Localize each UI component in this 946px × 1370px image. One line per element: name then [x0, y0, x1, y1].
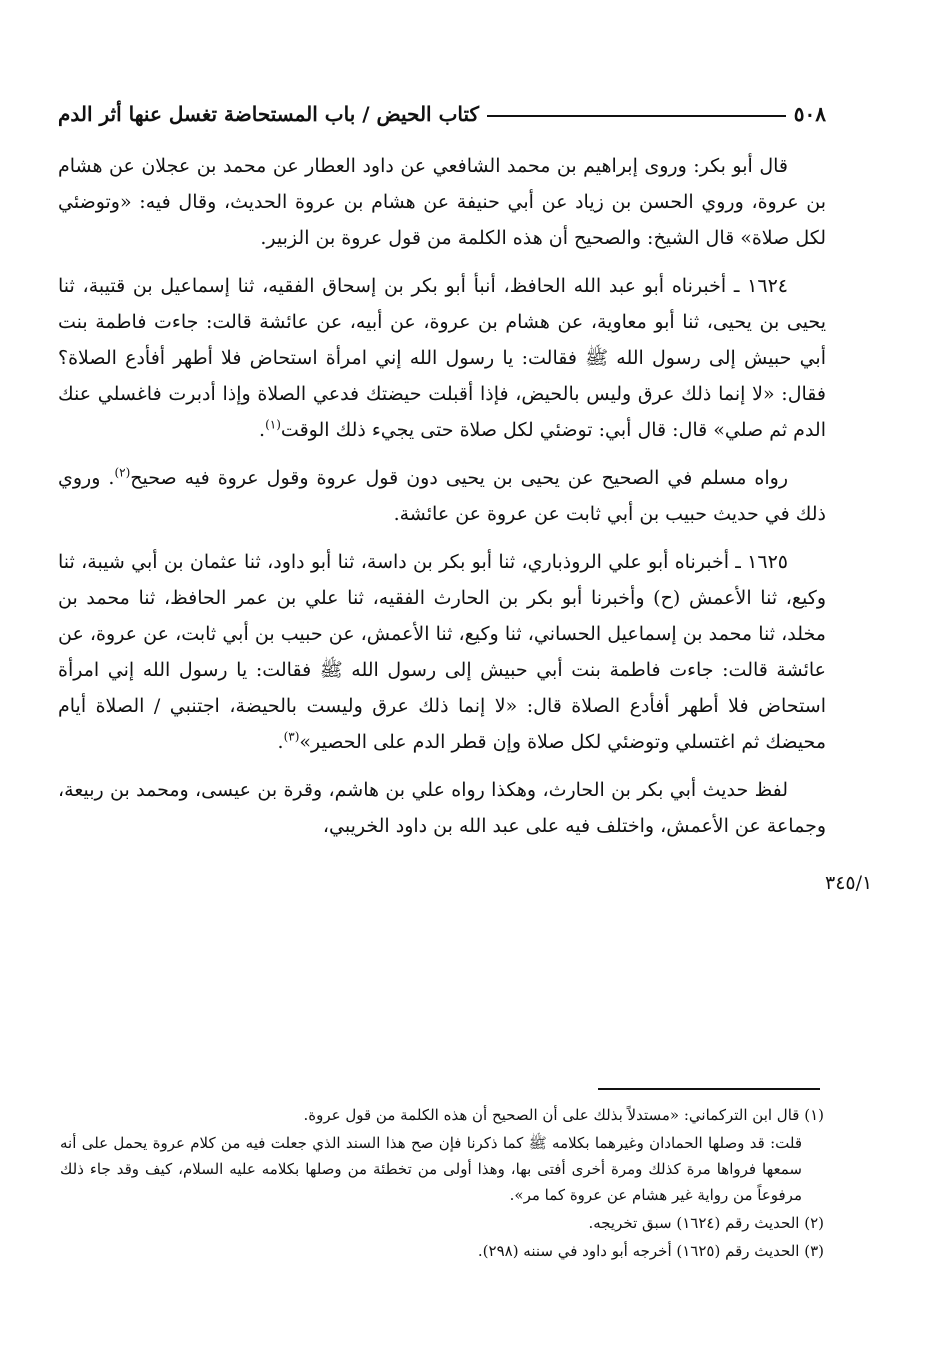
paragraph — [58, 148, 826, 256]
footnotes — [60, 1102, 824, 1266]
paragraph-text: لفظ حديث أبي بكر بن الحارث، وهكذا رواه علي بن هاشم، وقرة بن عيسى، ومحمد بن ربيعة، وجماعة عن الأعمش، واختلف فيه على عبد الله بن داود الخريبي، — [58, 779, 826, 837]
footnote-separator — [598, 1088, 820, 1090]
paragraph-text-after: . — [277, 731, 284, 753]
hadith-1624: ١٦٢٤ ـ أخبرناه أبو عبد الله الحافظ، أنبأ أبو بكر بن إسحاق الفقيه، ثنا إسماعيل بن قتيبة، ثنا يحيى بن يحيى، ثنا أبو معاوية، عن هشام بن عروة، عن أبيه، عن عائشة قالت: جاءت فاطمة بنت أبي حبيش إلى رسول الله ﷺ فقالت: يا رسول الله إني امرأة استحاض فلا أطهر أفأدع الصلاة؟ فقال: «لا إنما ذلك عرق وليس بالحيض، فإذا أقبلت حيضتك فدعي الصلاة وإذا أدبرت فاغسلي عنك الدم ثم صلي» قال: قال أبي: توضئي لكل صلاة حتى يجيء ذلك الوقت$^{(١)}$. — [58, 275, 826, 441]
paragraph-text: ١٦٢٤ ـ أخبرناه أبو عبد الله الحافظ، أنبأ أبو بكر بن إسحاق الفقيه، ثنا إسماعيل بن قتيبة، ثنا يحيى بن يحيى، ثنا أبو معاوية، عن هشام بن عروة، عن أبيه، عن عائشة قالت: جاءت فاطمة بنت أبي حبيش إلى رسول الله ﷺ فقالت: يا رسول الله إني امرأة استحاض فلا أطهر أفأدع الصلاة؟ فقال: «لا إنما ذلك عرق وليس بالحيض، فإذا أقبلت حيضتك فدعي الصلاة وإذا أدبرت فاغسلي عنك الدم ثم صلي» قال: قال أبي: توضئي لكل صلاة حتى يجيء ذلك الوقت — [58, 275, 826, 441]
paragraph-text: رواه مسلم في الصحيح عن يحيى بن يحيى دون قول عروة وقول عروة فيه صحيح — [130, 467, 788, 489]
hadith-1625 — [58, 544, 826, 760]
paragraph — [58, 772, 826, 844]
footnote-ref: (٣) — [283, 729, 300, 744]
paragraph-text-after: . وروي ذلك في حديث حبيب بن أبي ثابت عن عروة عن عائشة. — [58, 467, 826, 525]
chapter-title: كتاب الحيض / باب المستحاضة تغسل عنها أثر الدم — [58, 102, 480, 126]
footnote-ref: (١) — [265, 417, 281, 432]
footnote-item: (١) قال ابن التركماني: «مستدلاً بذلك على أن الصحيح أن هذه الكلمة من قول عروة. — [303, 1106, 824, 1124]
header-rule — [487, 115, 786, 117]
paragraph — [58, 460, 826, 532]
page-number: ٥٠٨ — [793, 102, 826, 126]
paragraph-text: قال أبو بكر: وروى إبراهيم بن محمد الشافعي عن داود العطار عن محمد بن عجلان عن هشام بن عروة، وروي الحسن بن زياد عن أبي حنيفة عن هشام بن عروة الحديث، وقال فيه: «وتوضئي لكل صلاة» قال الشيخ: والصحيح أن هذه الكلمة من قول عروة بن الزبير. — [58, 155, 826, 249]
margin-note-text: ٣٤٥/١ — [825, 872, 873, 894]
footnote-ref: (٢) — [114, 465, 131, 480]
paragraph-text: ١٦٢٥ ـ أخبرناه أبو علي الروذباري، ثنا أبو بكر بن داسة، ثنا أبو داود، ثنا عثمان بن أبي شيبة، ثنا وكيع، ثنا الأعمش (ح) وأخبرنا أبو بكر بن الحارث الفقيه، ثنا علي بن عمر الحافظ، ثنا محمد بن مخلد، ثنا محمد بن إسماعيل الحساني، ثنا وكيع، ثنا الأعمش، عن حبيب بن أبي ثابت، عن عروة، عن عائشة قالت: جاءت فاطمة بنت أبي حبيش إلى رسول الله ﷺ فقالت: يا رسول الله إني امرأة استحاض فلا أطهر أفأدع الصلاة قال: «لا إنما ذلك عرق وليست بالحيضة، اجتنبي / الصلاة أيام محيضك ثم اغتسلي وتوضئي لكل صلاة وإن قطر الدم على الحصير» — [58, 551, 826, 753]
footnote-item: قلت: قد وصلها الحمادان وغيرهما بكلامه ﷺ كما ذكرنا فإن صح هذا السند الذي جعلت فيه من كلام عروة يحمل على أنه سمعها فرواها مرة كذلك ومرة أخرى أفتى بها، وهذا أولى من تخطئة من وصلها بكلامه عليه السلام، كيف وقد جاء ذلك مرفوعاً من رواية غير هشام عن عروة كما مر». — [60, 1134, 802, 1204]
footnote-item: (٣) الحديث رقم (١٦٢٥) أخرجه أبو داود في سننه (٢٩٨). — [477, 1242, 824, 1260]
running-header — [58, 92, 826, 126]
main-text — [58, 148, 826, 856]
manuscript-page-marker — [825, 872, 900, 894]
footnote-item: (٢) الحديث رقم (١٦٢٤) سبق تخريجه. — [588, 1214, 824, 1232]
